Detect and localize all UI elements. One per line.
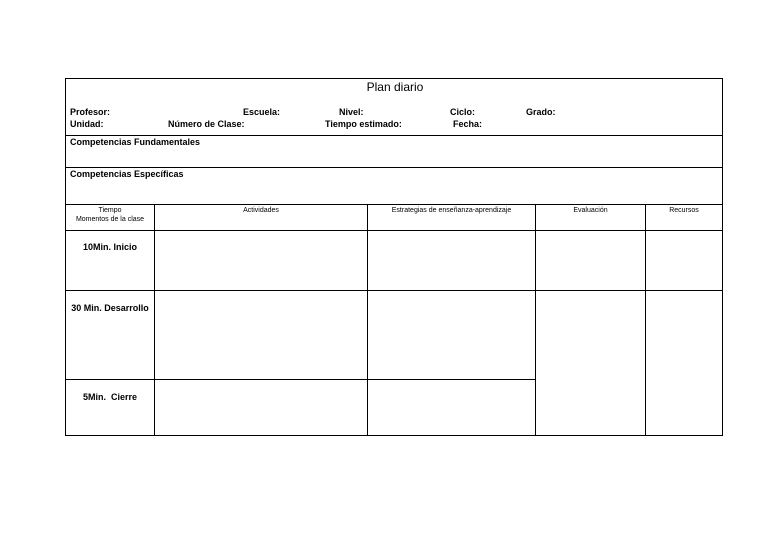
column-header-tiempo — [66, 206, 154, 224]
column-divider — [367, 204, 368, 436]
row-divider — [66, 379, 535, 380]
divider — [66, 167, 722, 168]
column-header-recursos: Recursos — [669, 207, 699, 214]
column-header-actividades: Actividades — [243, 207, 279, 214]
column-divider — [154, 204, 155, 436]
row-label-cierre: 5Min. Cierre — [82, 392, 138, 402]
unidad-label: Unidad: — [70, 119, 104, 129]
column-divider — [645, 204, 646, 436]
divider — [66, 135, 722, 136]
column-divider — [535, 204, 536, 436]
tiempo-header-line1: Tiempo — [98, 207, 122, 214]
row-label-inicio: 10Min. Inicio — [82, 242, 137, 252]
nivel-label: Nivel: — [339, 107, 364, 117]
divider — [66, 230, 722, 231]
grado-label: Grado: — [526, 107, 556, 117]
competencias-especificas-label: Competencias Específicas — [70, 169, 184, 179]
page-title: Plan diario — [366, 80, 424, 94]
column-header-estrategias: Estrategias de enseñanza-aprendizaje — [391, 207, 512, 214]
column-header-evaluacion: Evaluación — [573, 207, 608, 214]
row-label-desarrollo: 30 Min. Desarrollo — [71, 303, 149, 313]
row-divider — [66, 290, 722, 291]
profesor-label: Profesor: — [70, 107, 111, 117]
tiempo-header-line2: Momentos de la clase — [75, 216, 145, 223]
divider — [66, 204, 722, 205]
escuela-label: Escuela: — [243, 107, 281, 117]
competencias-fundamentales-label: Competencias Fundamentales — [70, 137, 201, 147]
ciclo-label: Ciclo: — [450, 107, 476, 117]
tiempo-estimado-label: Tiempo estimado: — [325, 119, 402, 129]
plan-diario-table — [65, 78, 723, 436]
numero-clase-label: Número de Clase: — [168, 119, 245, 129]
fecha-label: Fecha: — [453, 119, 483, 129]
